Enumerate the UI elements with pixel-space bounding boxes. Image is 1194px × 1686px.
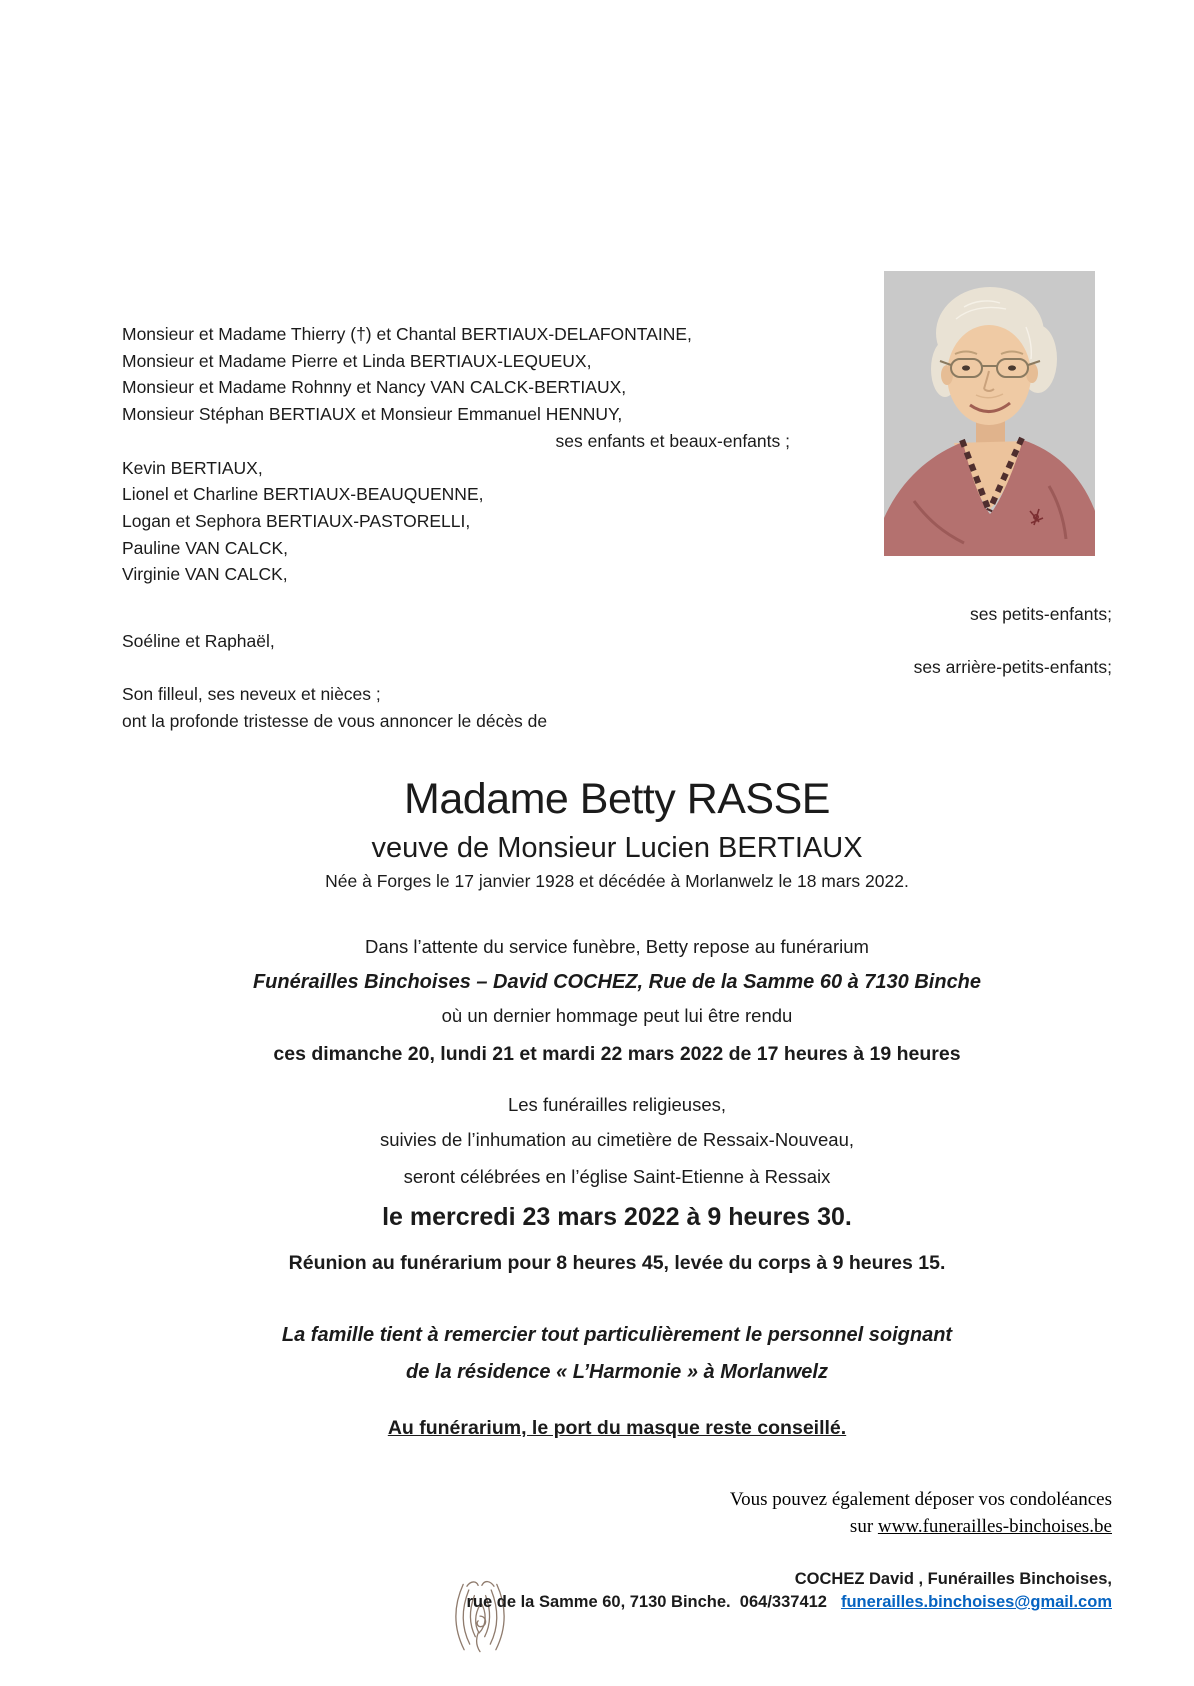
funeral-line-1: Les funérailles religieuses, (507, 1094, 726, 1115)
thanks-line-2: de la résidence « L’Harmonie » à Morlanwelz (405, 1361, 828, 1383)
funeral-line-3: seront célébrées en l’église Saint-Etienne à Ressaix (403, 1166, 831, 1187)
wake-schedule-line: ces dimanche 20, lundi 21 et mardi 22 mars 2022 de 17 heures à 19 heures (273, 1043, 961, 1065)
family-line: Logan et Sephora BERTIAUX-PASTORELLI, (122, 510, 471, 531)
condolences-block (730, 1486, 1112, 1540)
footer-email-link[interactable]: funerailles.binchoises@gmail.com (840, 1593, 1112, 1611)
footer-company-line: COCHEZ David , Funérailles Binchoises, (794, 1570, 1112, 1588)
family-line: Monsieur et Madame Pierre et Linda BERTIAUX-LEQUEUX, (122, 350, 592, 371)
thanks-line-1: La famille tient à remercier tout particulièrement le personnel soignant (281, 1324, 953, 1346)
condolences-line-2 (730, 1513, 1112, 1540)
family-line: Lionel et Charline BERTIAUX-BEAUQUENNE, (122, 484, 484, 505)
family-line: Monsieur et Madame Thierry (†) et Chantal BERTIAUX-DELAFONTAINE, (122, 324, 692, 344)
wake-intro-line: Dans l’attente du service funèbre, Betty repose au funérarium (365, 936, 869, 957)
footer-address: rue de la Samme 60, 7130 Binche. 064/337412 (466, 1593, 827, 1611)
funeral-line-2: suivies de l’inhumation au cimetière de Ressaix-Nouveau, (379, 1129, 855, 1150)
deceased-block (122, 775, 1112, 893)
service-details (122, 935, 1112, 1441)
deceased-name: Madame Betty RASSE (404, 775, 830, 823)
birth-death-line: Née à Forges le 17 janvier 1928 et décédée à Morlanwelz le 18 mars 2022. (325, 871, 909, 891)
deceased-widow-line: veuve de Monsieur Lucien BERTIAUX (371, 832, 863, 864)
godson-line: Son filleul, ses neveux et nièces ; (122, 684, 381, 705)
footer-block (467, 1568, 1113, 1614)
announcement-line: ont la profonde tristesse de vous annoncer le décès de (122, 710, 548, 731)
condolences-website-link[interactable]: www.funerailles-binchoises.be (877, 1516, 1112, 1537)
reunion-line: Réunion au funérarium pour 8 heures 45, levée du corps à 9 heures 15. (288, 1252, 946, 1274)
family-line: Soéline et Raphaël, (122, 630, 275, 651)
condolences-line-1: Vous pouvez également déposer vos condoléances (729, 1489, 1112, 1510)
family-line: Kevin BERTIAUX, (122, 457, 263, 478)
children-relation-label: ses enfants et beaux-enfants ; (555, 430, 790, 451)
family-block (122, 321, 1112, 735)
mask-notice: Au funérarium, le port du masque reste conseillé. (387, 1417, 847, 1439)
homage-line: où un dernier hommage peut lui être rendu (441, 1005, 793, 1026)
grandchildren-relation-label: ses petits-enfants; (969, 604, 1112, 625)
family-line: Pauline VAN CALCK, (122, 537, 289, 558)
funeral-date-line: le mercredi 23 mars 2022 à 9 heures 30. (382, 1203, 852, 1231)
condolences-prefix: sur (849, 1516, 878, 1537)
footer-address-line (467, 1591, 1113, 1614)
family-line: Monsieur et Madame Rohnny et Nancy VAN CALCK-BERTIAUX, (122, 377, 627, 398)
family-line: Virginie VAN CALCK, (122, 564, 288, 585)
family-line: Monsieur Stéphan BERTIAUX et Monsieur Emmanuel HENNUY, (122, 404, 623, 425)
great-grandchildren-relation-label: ses arrière-petits-enfants; (913, 657, 1112, 678)
funeral-home-line: Funérailles Binchoises – David COCHEZ, Rue de la Samme 60 à 7130 Binche (252, 971, 982, 993)
